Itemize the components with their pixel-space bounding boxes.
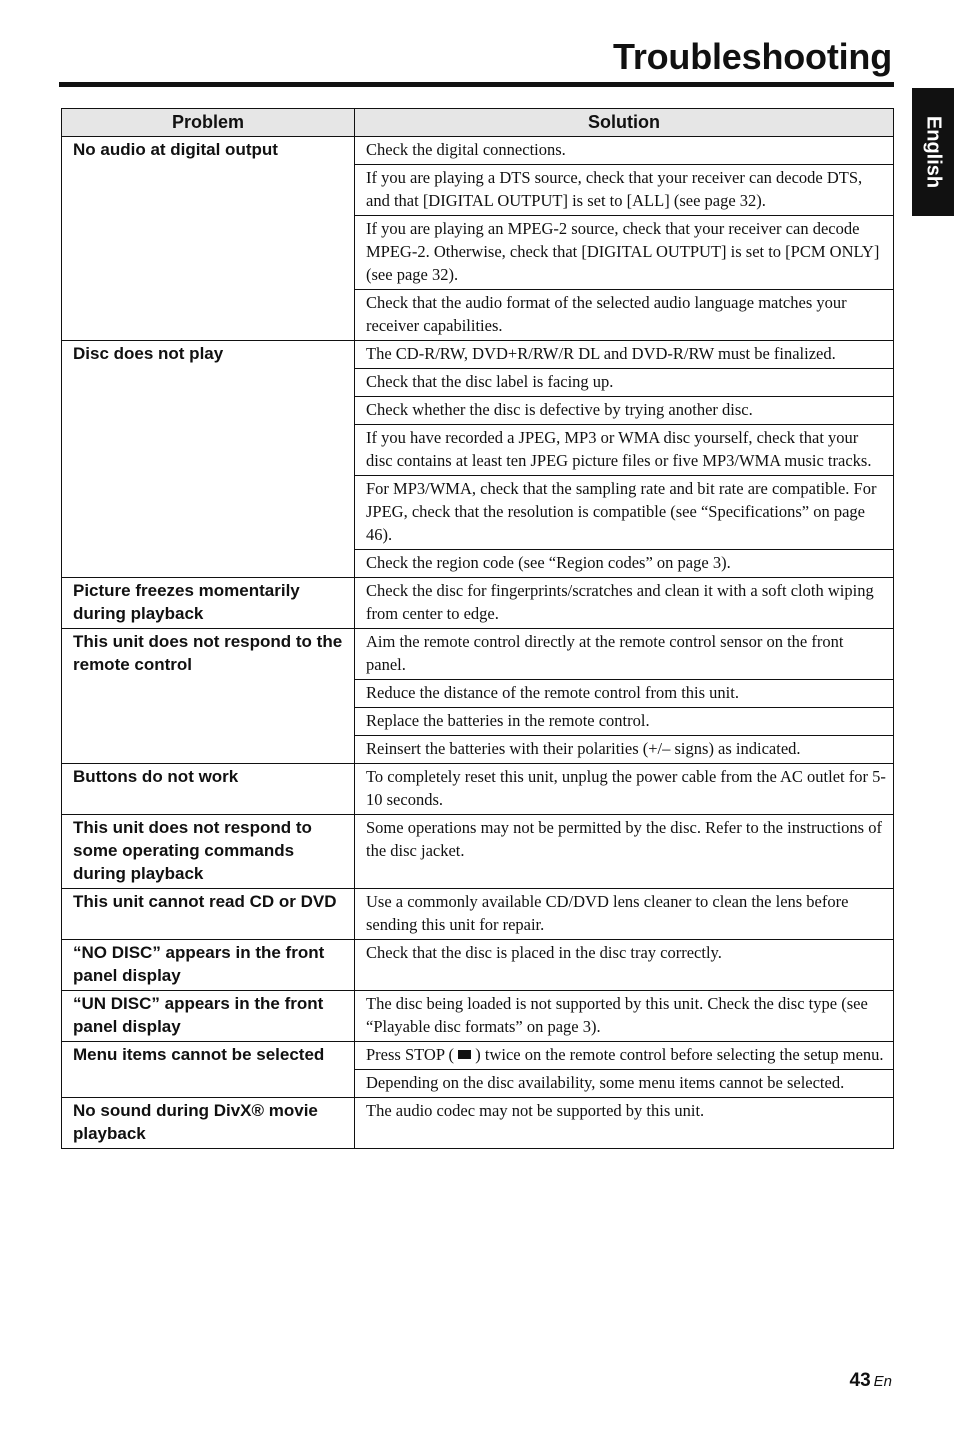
solution-cell: The audio codec may not be supported by this unit.	[355, 1098, 894, 1149]
solution-cell: If you are playing an MPEG-2 source, check that your receiver can decode MPEG-2. Otherwise, check that [DIGITAL OUTPUT] is set to [PCM ONLY] (see page 32).	[355, 216, 894, 290]
solution-cell: Check the disc for fingerprints/scratches and clean it with a soft cloth wiping from center to edge.	[355, 578, 894, 629]
table-row	[62, 889, 894, 940]
page-number-value: 43	[849, 1370, 871, 1391]
stop-icon	[458, 1050, 471, 1059]
table-row	[62, 1042, 894, 1070]
problem-cell: “UN DISC” appears in the front panel display	[62, 991, 355, 1042]
table-row	[62, 578, 894, 629]
page-number	[850, 1370, 893, 1392]
solution-cell: If you are playing a DTS source, check that your receiver can decode DTS, and that [DIGITAL OUTPUT] is set to [ALL] (see page 32).	[355, 165, 894, 216]
solution-cell: Reduce the distance of the remote control from this unit.	[355, 680, 894, 708]
problem-cell: This unit does not respond to the remote control	[62, 629, 355, 764]
title-rule	[59, 82, 894, 87]
problem-cell: This unit does not respond to some operating commands during playback	[62, 815, 355, 889]
solution-cell: Check that the disc is placed in the disc tray correctly.	[355, 940, 894, 991]
problem-cell: “NO DISC” appears in the front panel display	[62, 940, 355, 991]
solution-cell: Replace the batteries in the remote control.	[355, 708, 894, 736]
solution-cell: Check that the disc label is facing up.	[355, 369, 894, 397]
table-row	[62, 137, 894, 165]
solution-cell: The CD-R/RW, DVD+R/RW/R DL and DVD-R/RW must be finalized.	[355, 341, 894, 369]
solution-cell: Check that the audio format of the selected audio language matches your receiver capabilities.	[355, 290, 894, 341]
table-header-row	[62, 109, 894, 137]
solution-cell: To completely reset this unit, unplug the power cable from the AC outlet for 5-10 seconds.	[355, 764, 894, 815]
solution-text-before: Press STOP (	[366, 1045, 455, 1064]
solution-cell: If you have recorded a JPEG, MP3 or WMA disc yourself, check that your disc contains at least ten JPEG picture files or five MP3/WMA music tracks.	[355, 425, 894, 476]
solution-cell: Aim the remote control directly at the remote control sensor on the front panel.	[355, 629, 894, 680]
table-row	[62, 764, 894, 815]
problem-cell: Disc does not play	[62, 341, 355, 578]
page-title: Troubleshooting	[613, 36, 892, 77]
problem-cell: Picture freezes momentarily during playback	[62, 578, 355, 629]
problem-cell: This unit cannot read CD or DVD	[62, 889, 355, 940]
page-language-code: En	[873, 1373, 892, 1390]
table-row	[62, 940, 894, 991]
table-row	[62, 991, 894, 1042]
table-row	[62, 815, 894, 889]
solution-cell: Reinsert the batteries with their polarities (+/– signs) as indicated.	[355, 736, 894, 764]
problem-cell: Buttons do not work	[62, 764, 355, 815]
solution-cell: Check the digital connections.	[355, 137, 894, 165]
table-row	[62, 341, 894, 369]
table-body	[62, 137, 894, 1149]
table-row	[62, 629, 894, 680]
solution-cell: Use a commonly available CD/DVD lens cleaner to clean the lens before sending this unit for repair.	[355, 889, 894, 940]
solution-cell: Depending on the disc availability, some menu items cannot be selected.	[355, 1070, 894, 1098]
language-tab	[912, 88, 954, 216]
solution-cell	[355, 1042, 894, 1070]
problem-cell: No audio at digital output	[62, 137, 355, 341]
solution-text-after: ) twice on the remote control before selecting the setup menu.	[475, 1045, 884, 1064]
solution-cell: Some operations may not be permitted by the disc. Refer to the instructions of the disc jacket.	[355, 815, 894, 889]
solution-cell: The disc being loaded is not supported by this unit. Check the disc type (see “Playable disc formats” on page 3).	[355, 991, 894, 1042]
problem-cell: No sound during DivX® movie playback	[62, 1098, 355, 1149]
table-row	[62, 1098, 894, 1149]
solution-column-header: Solution	[355, 109, 894, 137]
solution-cell: Check the region code (see “Region codes” on page 3).	[355, 550, 894, 578]
problem-cell: Menu items cannot be selected	[62, 1042, 355, 1098]
problem-column-header: Problem	[62, 109, 355, 137]
troubleshooting-table	[61, 108, 894, 1149]
solution-cell: For MP3/WMA, check that the sampling rate and bit rate are compatible. For JPEG, check that the resolution is compatible (see “Specifications” on page 46).	[355, 476, 894, 550]
language-tab-label: English	[922, 115, 945, 189]
solution-cell: Check whether the disc is defective by trying another disc.	[355, 397, 894, 425]
